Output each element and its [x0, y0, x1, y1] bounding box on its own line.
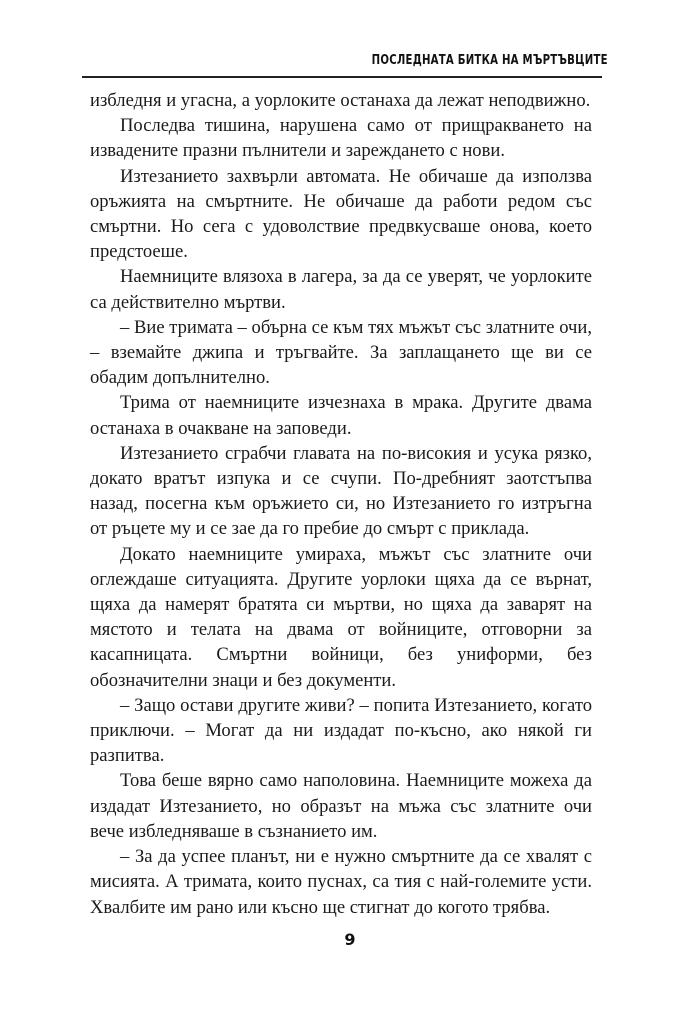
paragraph: избледня и угасна, а уорлоките останаха да лежат неподвижно. [90, 90, 591, 111]
running-header: ПОСЛЕДНАТА БИТКА НА МЪРТЪВЦИТЕ [371, 53, 608, 68]
paragraph: – Защо остави другите живи? – попита Изтезанието, когато приключи. – Могат да ни издадат по-късно, ако някой ги разпитва. [90, 694, 592, 767]
paragraph: Последва тишина, нарушена само от прищракването на извадените празни пълнители и зареждането с нови. [90, 115, 592, 162]
paragraph: – За да успее планът, ни е нужно смъртните да се хвалят с мисията. А тримата, които пуснах, са тия с най-големите усти. Хвалбите им рано или късно ще стигнат до когото трябва. [90, 846, 592, 918]
body-text [90, 88, 592, 920]
page-number: 9 [344, 930, 356, 949]
header-rule [82, 76, 602, 78]
paragraph: – Вие тримата – обърна се към тях мъжът със златните очи, – вземайте джипа и тръгвайте. За заплащането ще ви се обадим допълнително. [90, 316, 592, 389]
paragraph: Изтезанието сграбчи главата на по-високия и усука рязко, докато вратът изпука и се счупи. По-дребният заотстъпва назад, посегна към оръжието си, но Изтезанието го изтръгна от ръцете му и се зае да го пребие до смърт с приклада. [90, 442, 592, 540]
paragraph: Трима от наемниците изчезнаха в мрака. Другите двама останаха в очакване на заповеди. [90, 392, 592, 439]
paragraph: Изтезанието захвърли автомата. Не обичаше да използва оръжията на смъртните. Не обичаше да работи редом със смъртни. Но сега с удоволствие предвкусваше онова, което предстоеше. [90, 165, 592, 263]
paragraph: Докато наемниците умираха, мъжът със златните очи оглеждаше ситуацията. Другите уорлоки щяха да се върнат, щяха да намерят братята си мъртви, но щяха да заварят на мястото и телата на двама от войниците, отговорни за касапницата. Смъртни войници, без униформи, без обозначителни знаци и без документи. [90, 543, 592, 691]
paragraph: Наемниците влязоха в лагера, за да се уверят, че уорлоките са действително мъртви. [90, 266, 592, 313]
paragraph: Това беше вярно само наполовина. Наемниците можеха да издадат Изтезанието, но образът на мъжа със златните очи вече избледняваше в съзнанието им. [90, 770, 592, 842]
